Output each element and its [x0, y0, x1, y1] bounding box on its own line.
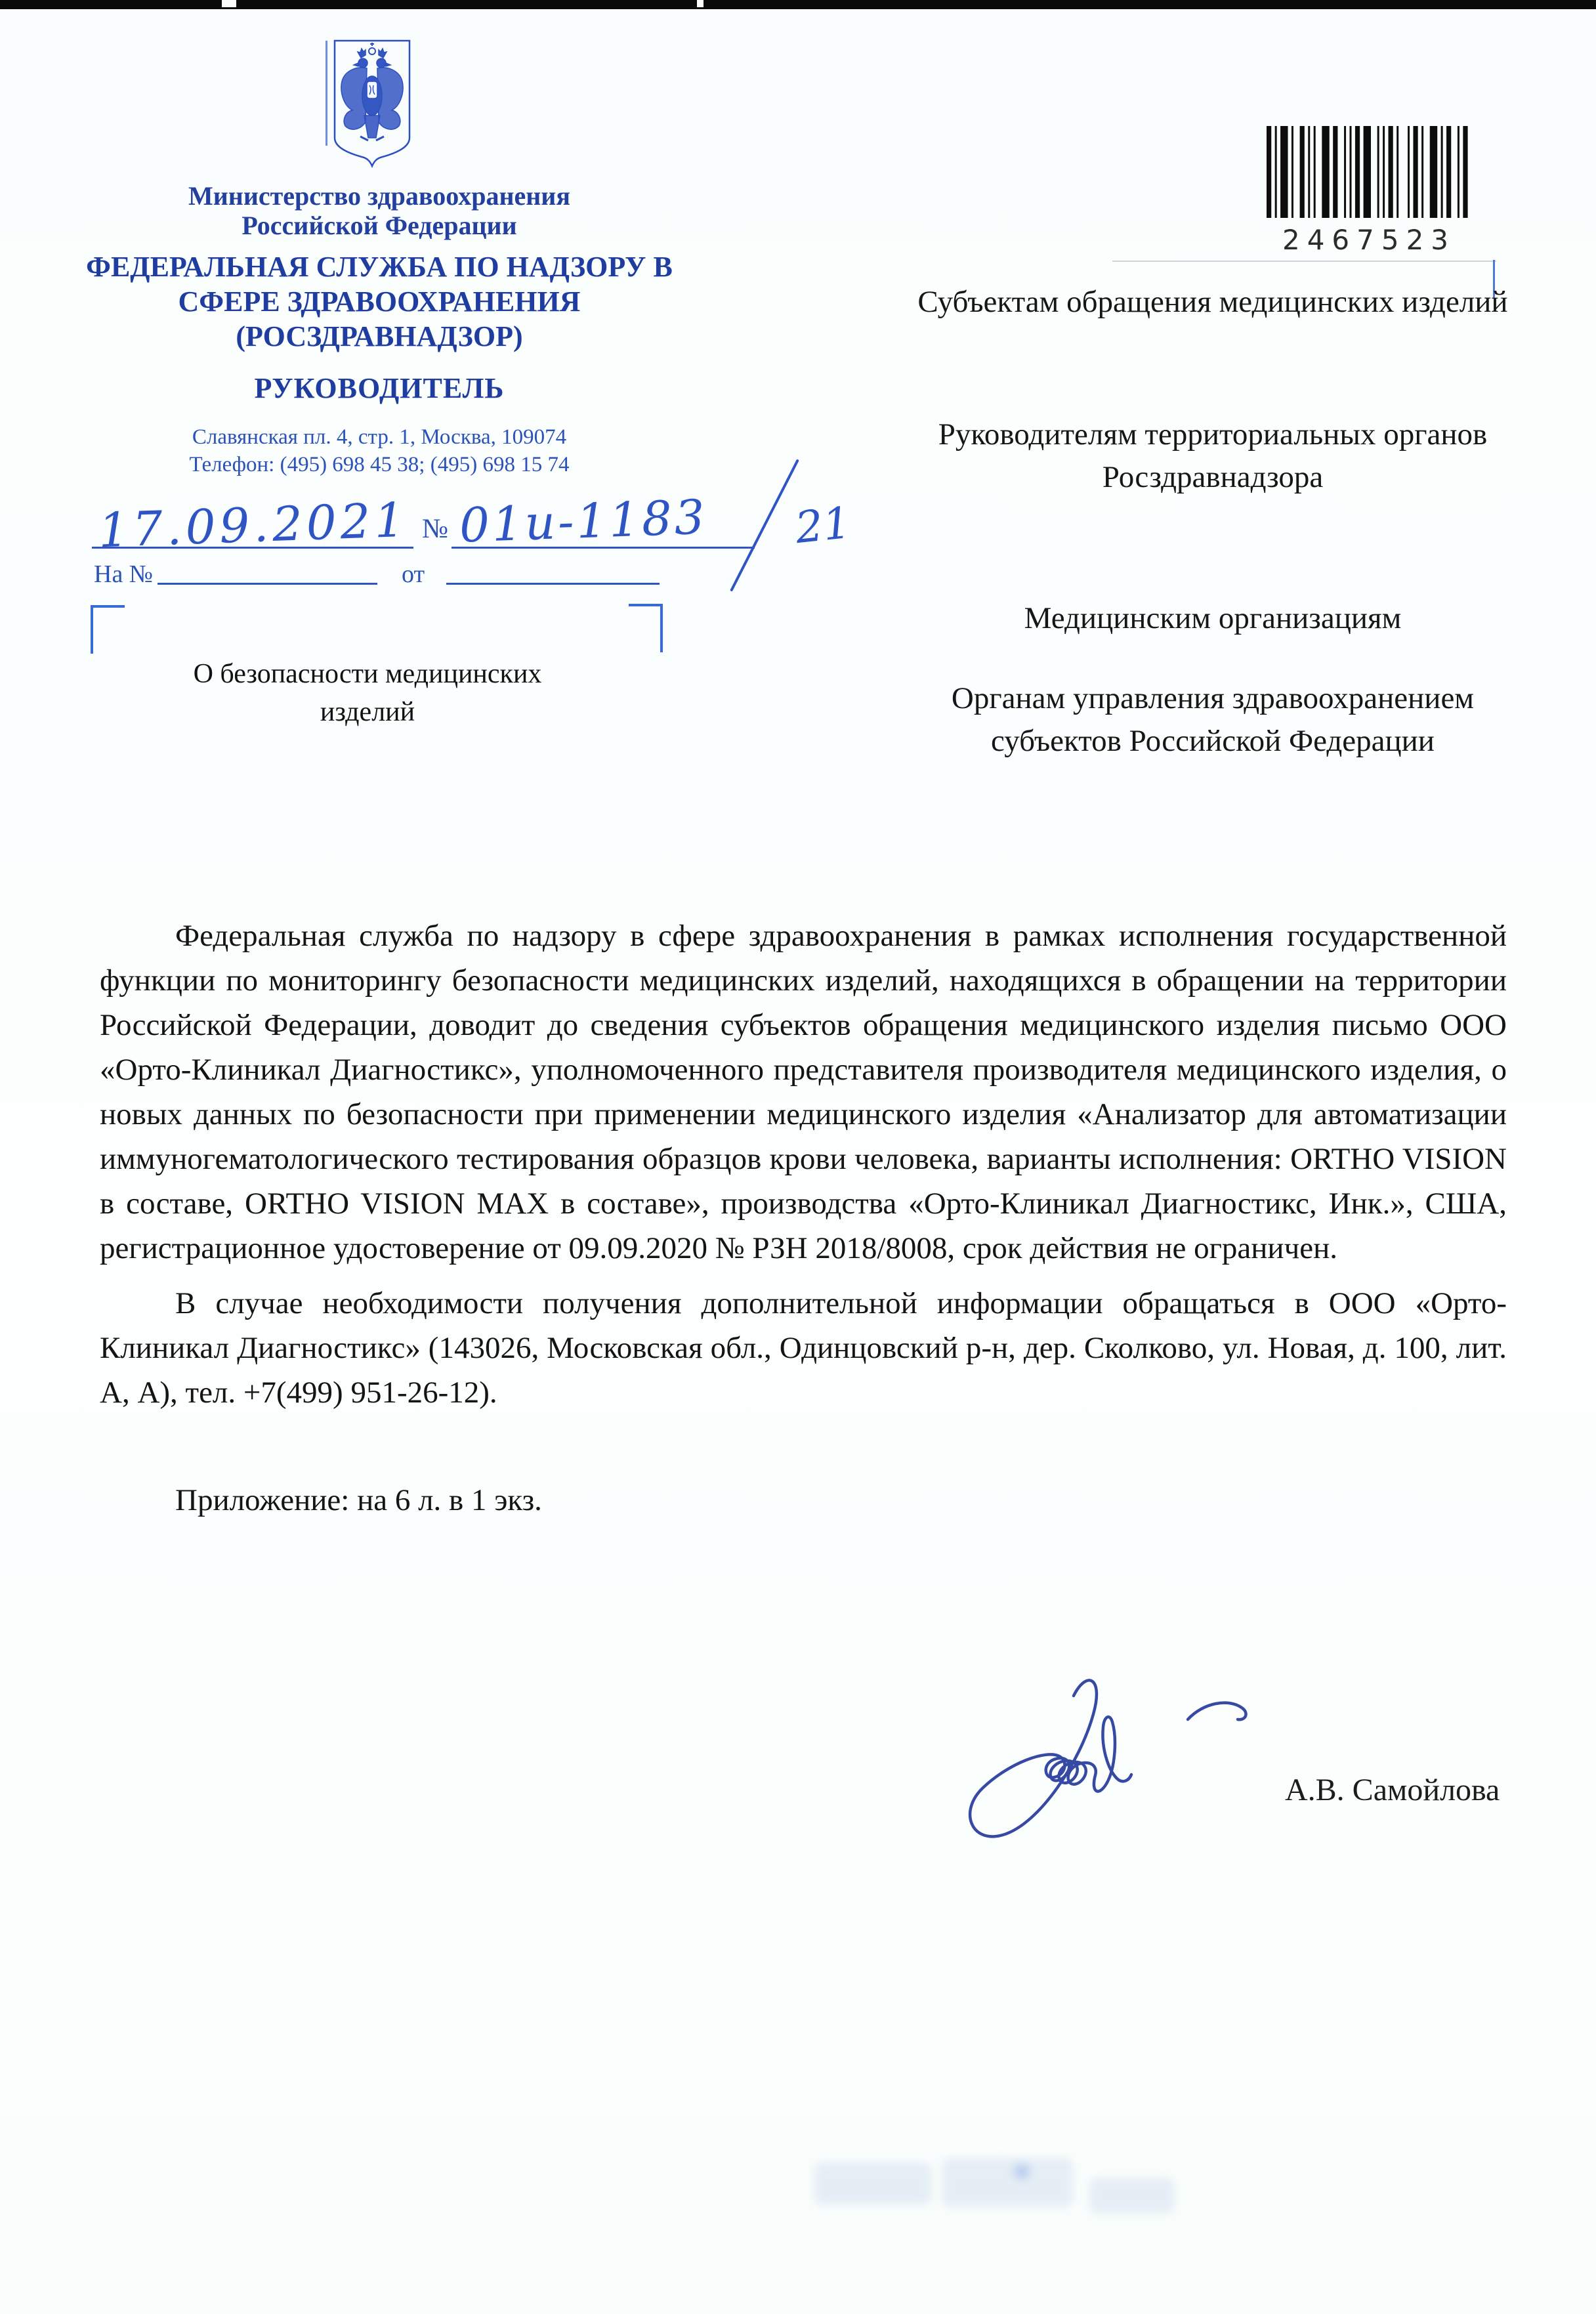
handwritten-slash-stroke — [730, 459, 799, 591]
scan-top-bar-notch — [697, 0, 704, 7]
recipient-zone-rule — [1112, 261, 1496, 262]
bleedthrough-smudge — [1014, 2164, 1030, 2179]
barcode-bars — [1267, 126, 1471, 218]
handwritten-outgoing-number: 01и-1183 — [458, 489, 708, 553]
body-paragraph-1: Федеральная служба по надзору в сфере здравоохранения в рамках исполнения государственной функции по мониторингу безопасности медицинских изделий, находящихся в обращении на территории Российской Федерации, доводит до сведения субъектов обращения медицинского изделия письмо ООО «Орто-Клиникал Диагностикс», уполномоченного представителя производителя медицинского изделия, о новых данных по безопасности при применении медицинского изделия «Анализатор для автоматизации иммуногематологического тестирования образцов крови человека, варианты исполнения: ORTHO VISION в составе, ORTHO VISION MAX в составе», производства «Орто-Клиникал Диагностикс, Инк.», США, регистрационное удостоверение от 09.09.2020 № РЗН 2018/8008, срок действия не ограничен. — [100, 919, 1507, 1265]
stamp-corner-left — [91, 605, 125, 654]
subject-line: О безопасности медицинских изделий — [193, 659, 542, 727]
incoming-number-blank — [158, 583, 377, 585]
russia-coat-of-arms-emblem — [330, 38, 414, 168]
recipient-block: Медицинским организациям — [1024, 601, 1402, 635]
barcode — [1267, 126, 1471, 256]
scan-artifact-line — [326, 41, 327, 146]
stamp-corner-right — [629, 604, 663, 652]
handwritten-number-suffix: 21 — [793, 497, 853, 554]
handwritten-date: 17.09.2021 — [97, 492, 410, 558]
bleedthrough-smudge — [942, 2158, 1073, 2207]
postal-address: Славянская пл. 4, стр. 1, Москва, 109074 — [192, 425, 567, 449]
attachment-note: Приложение: на 6 л. в 1 экз. — [175, 1483, 542, 1517]
scan-top-bar-notch — [222, 0, 236, 7]
date-underline — [92, 547, 413, 549]
bleedthrough-smudge — [814, 2162, 932, 2205]
body-paragraph-2: В случае необходимости получения дополнительной информации обращаться в ООО «Орто-Клиникал Диагностикс» (143026, Московская обл., Одинцовский р-н, дер. Сколково, ул. Новая, д. 100, лит. А, А), тел. +7(499) 951-26-12). — [100, 1286, 1507, 1410]
signature-stroke — [917, 1659, 1298, 1856]
signer-name: А.В. Самойлова — [1285, 1773, 1500, 1807]
recipient-block: Субъектам обращения медицинских изделий — [917, 285, 1508, 319]
ministry-name: Министерство здравоохранения Российской Федерации — [188, 181, 570, 240]
bleedthrough-smudge — [1089, 2177, 1175, 2214]
barcode-digits: 2467523 — [1282, 224, 1456, 256]
incoming-from-label: от — [402, 560, 425, 588]
service-name: ФЕДЕРАЛЬНАЯ СЛУЖБА ПО НАДЗОРУ В СФЕРЕ ЗДРАВООХРАНЕНИЯ (РОСЗДРАВНАДЗОР) — [86, 251, 673, 352]
position-title: РУКОВОДИТЕЛЬ — [254, 372, 505, 404]
number-underline — [452, 547, 755, 549]
letter-body — [100, 914, 1507, 1523]
recipient-block: Органам управления здравоохранением субъектов Российской Федерации — [951, 681, 1475, 758]
recipient-block: Руководителям территориальных органов Росздравнадзора — [938, 417, 1488, 494]
number-sign: № — [422, 514, 449, 544]
scan-top-bar — [0, 0, 1596, 9]
incoming-number-label: На № — [94, 560, 154, 588]
incoming-date-blank — [446, 583, 660, 585]
phone-line: Телефон: (495) 698 45 38; (495) 698 15 74 — [189, 453, 570, 476]
